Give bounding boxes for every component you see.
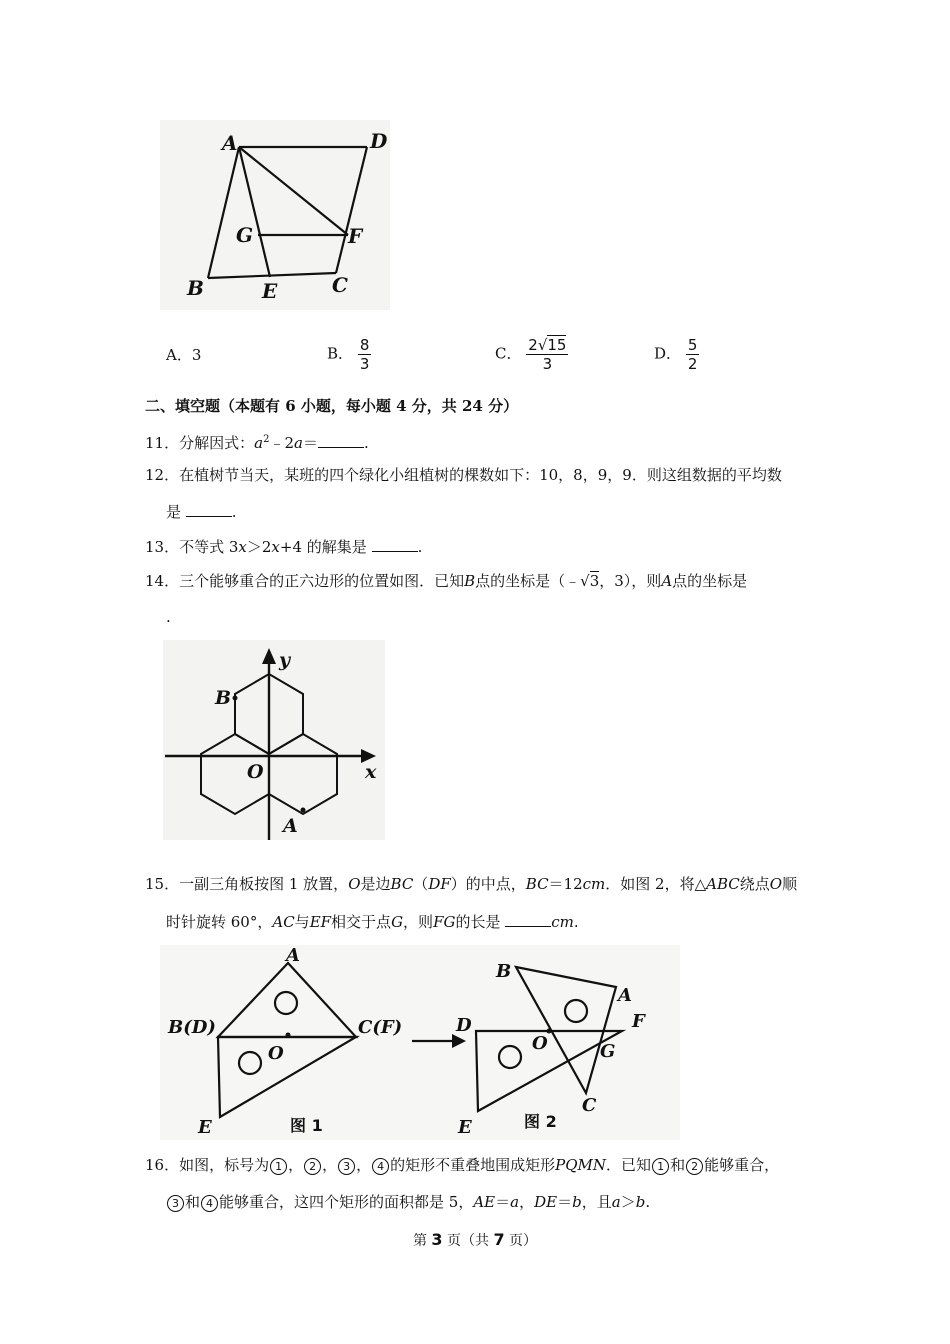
label-x: x <box>365 761 377 783</box>
option-d: D． $\frac{5}{2}$ <box>654 336 698 373</box>
fig2-label-O: O <box>532 1033 548 1054</box>
label-A: A <box>222 131 238 155</box>
question-14-line2: . <box>166 608 171 626</box>
page-number: 3 <box>431 1230 443 1249</box>
label-A: A <box>283 815 298 837</box>
question-16: 16．如图，标号为 1 ， 2 ， 3 ， 4 的矩形不重叠地围成矩形PQMN．已知 1 和 2 能够重合， <box>145 1156 780 1174</box>
circled-number: 3 <box>167 1195 184 1212</box>
figure-triangles <box>160 945 680 1140</box>
question-13: 13．不等式 3x＞2x+4 的解集是 . <box>145 538 423 556</box>
question-16-line2: 3 和 4 能够重合，这四个矩形的面积都是 5，AE＝a，DE＝b，且a＞b. <box>166 1192 650 1212</box>
page-footer: 第 3 页（共 7 页） <box>412 1230 538 1249</box>
fig1-label-BD: B(D) <box>168 1017 216 1038</box>
question-12: 12．在植树节当天，某班的四个绿化小组植树的棵数如下：10，8，9，9．则这组数据的平均数 <box>145 466 782 484</box>
answer-blank <box>372 537 418 552</box>
question-14: 14．三个能够重合的正六边形的位置如图．已知B点的坐标是（﹣√3，3），则A点的坐标是 <box>145 572 748 590</box>
point-A <box>301 808 306 813</box>
circled-number: 4 <box>372 1158 389 1175</box>
fig2-label-D: D <box>456 1015 472 1036</box>
fig1-label-CF: C(F) <box>358 1017 403 1038</box>
question-15-line2: 时针旋转 60°，AC与EF相交于点G，则FG的长是 cm. <box>166 913 579 931</box>
label-B: B <box>187 276 204 300</box>
fig1-caption: 图 1 <box>290 1116 323 1135</box>
label-G: G <box>236 223 254 247</box>
fraction-d: $\frac{5}{2}$ <box>687 336 698 373</box>
circled-number: 1 <box>270 1158 287 1175</box>
question-15: 15．一副三角板按图 1 放置，O是边BC（DF）的中点，BC＝12cm．如图 2，将△ABC绕点O顺 <box>145 875 798 893</box>
circled-number: 4 <box>201 1195 218 1212</box>
answer-blank <box>318 433 364 448</box>
label-C: C <box>332 273 348 297</box>
label-y: y <box>279 649 291 671</box>
circled-number: 2 <box>686 1158 703 1175</box>
fig1-label-O: O <box>268 1043 284 1064</box>
fig2-label-B: B <box>496 961 512 982</box>
fig2-label-E: E <box>458 1117 472 1138</box>
question-11: 11．分解因式：$a^2﹣2a=$ . <box>145 434 369 452</box>
question-12-line2: 是 . <box>166 503 237 521</box>
label-E: E <box>262 279 278 303</box>
answer-blank <box>505 912 551 927</box>
fraction-b: $\frac{8}{3}$ <box>359 336 370 373</box>
option-a: A．3 <box>166 346 202 364</box>
fig2-label-A: A <box>618 985 632 1006</box>
figure-hexagons <box>163 640 385 840</box>
circled-number: 2 <box>304 1158 321 1175</box>
fig1-point-O <box>286 1033 291 1038</box>
fraction-c: $\frac{2√15}{3}$ <box>528 336 567 373</box>
fig2-label-G: G <box>600 1041 616 1062</box>
label-F: F <box>348 224 363 248</box>
label-O: O <box>247 761 264 783</box>
figure-parallelogram <box>160 120 390 310</box>
section-heading: 二、填空题（本题有 6 小题，每小题 4 分，共 24 分） <box>145 397 519 415</box>
label-B: B <box>215 687 232 709</box>
circled-number: 1 <box>652 1158 669 1175</box>
fig1-label-A: A <box>286 945 300 966</box>
label-D: D <box>370 129 388 153</box>
fig1-label-E: E <box>198 1117 212 1138</box>
point-B <box>233 696 238 701</box>
page-total: 7 <box>493 1230 505 1249</box>
fig2-caption: 图 2 <box>524 1112 557 1131</box>
answer-blank <box>186 502 232 517</box>
sqrt-icon: √ <box>537 336 548 354</box>
option-c: C． $\frac{2√15}{3}$ <box>495 336 567 373</box>
circled-number: 3 <box>338 1158 355 1175</box>
fig2-label-C: C <box>582 1095 597 1116</box>
fig2-label-F: F <box>632 1011 645 1032</box>
option-b: B． $\frac{8}{3}$ <box>327 336 370 373</box>
sqrt-icon: √ <box>580 572 590 590</box>
